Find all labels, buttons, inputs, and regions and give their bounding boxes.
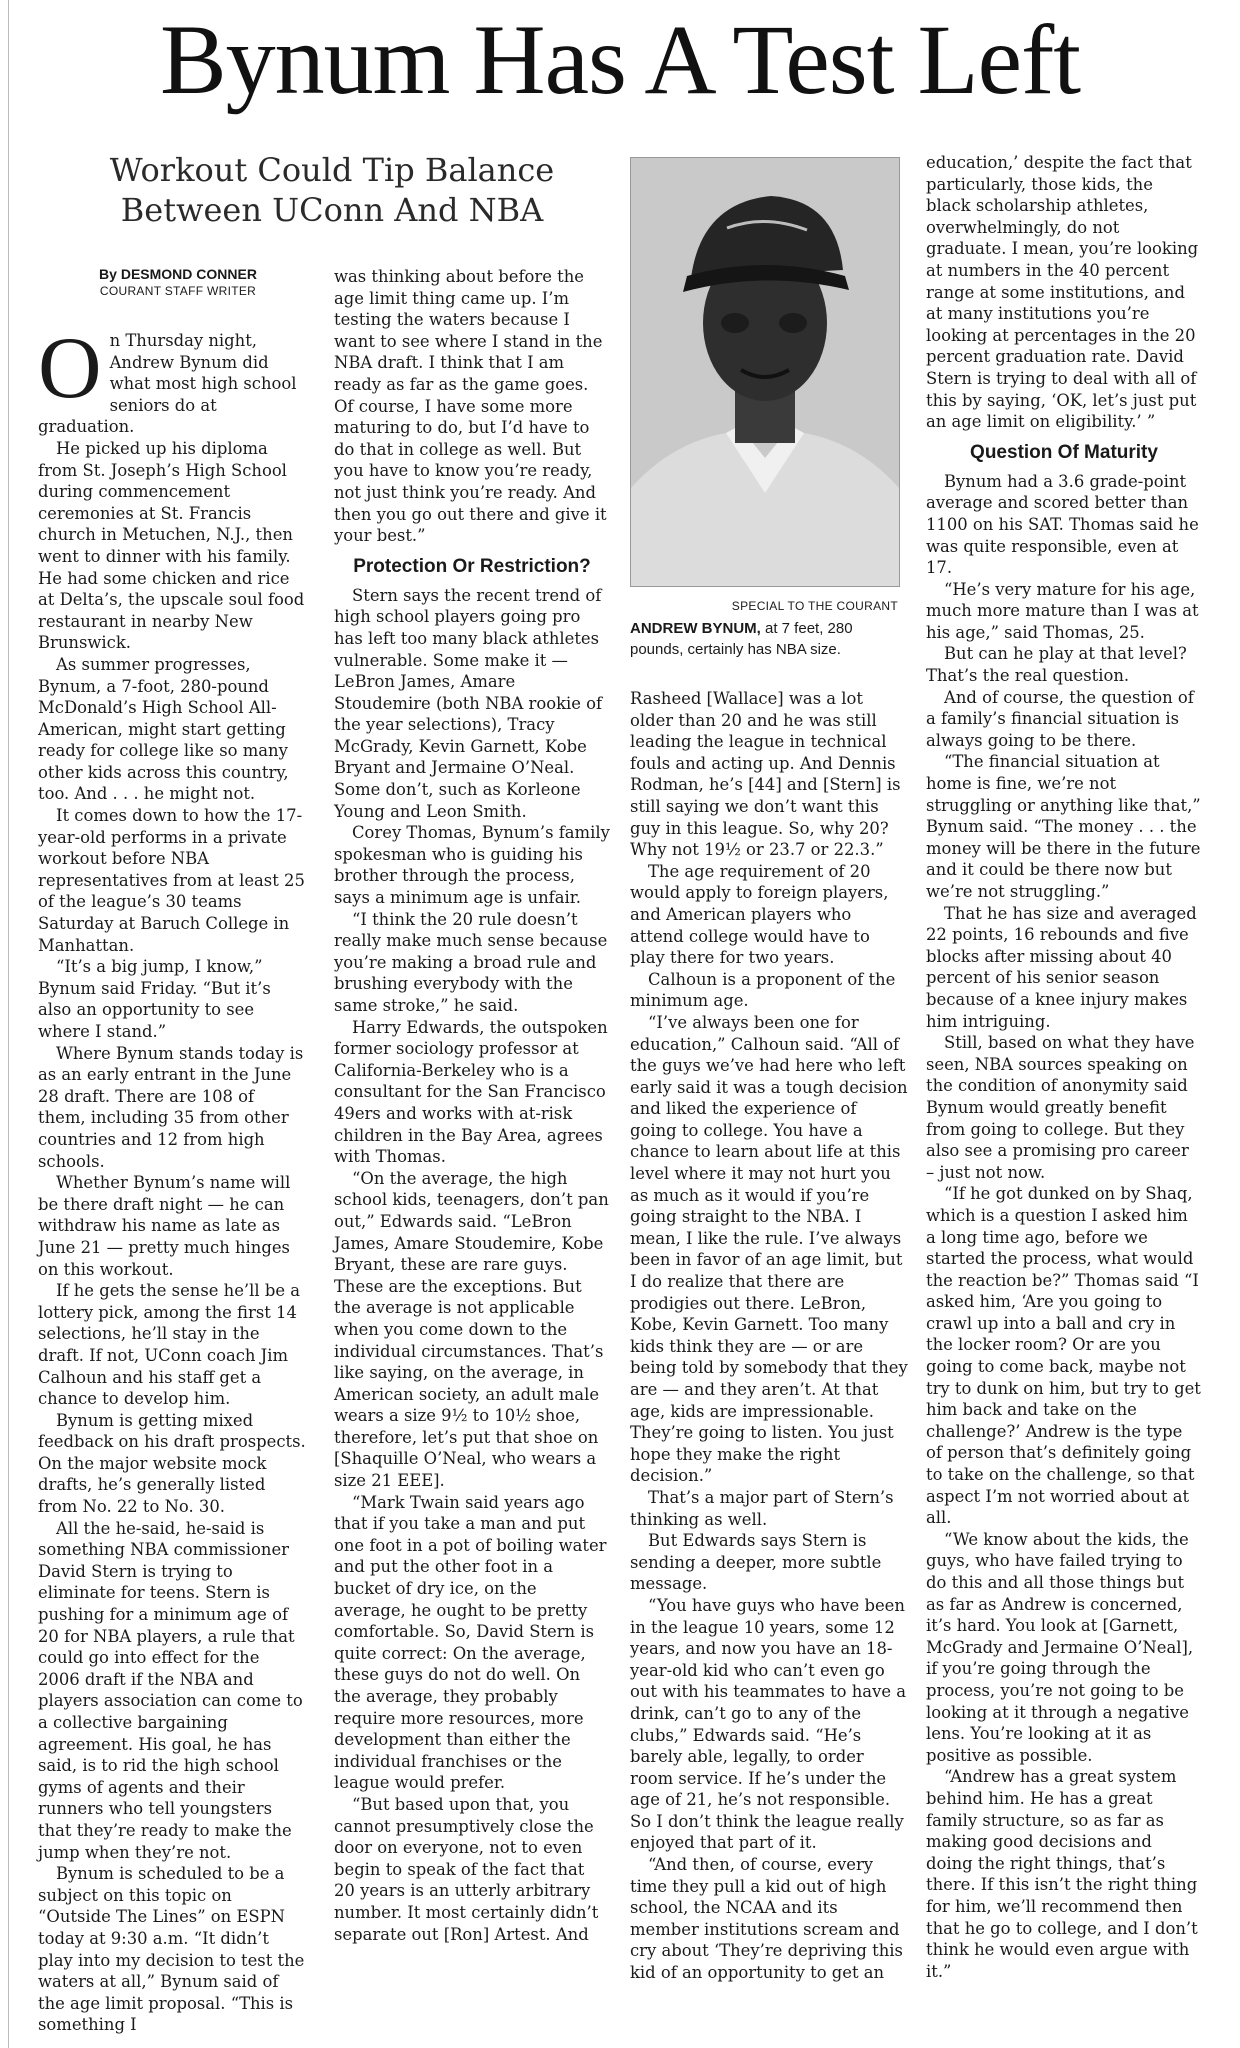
article-paragraph: Bynum is getting mixed feedback on his draft prospects. On the major website mock drafts, he’s generally listed from No. 22 to No. 30. <box>38 1410 306 1517</box>
article-paragraph: That he has size and averaged 22 points, 16 rebounds and five blocks after missing about 40 percent of his senior season because of a knee injury makes him intriguing. <box>926 903 1197 1031</box>
article-paragraph: was thinking about before the age limit thing came up. I’m testing the waters because I want to see where I stand in the NBA draft. I think that I am ready as far as the game goes. Of course, I have some more maturing to do, but I’d have to do that in college as well. But you have to know you’re ready, not just think you’re ready. And then you go out there and give it your best.” <box>334 267 607 546</box>
article-column-4 <box>926 152 1202 1982</box>
article-paragraph: Calhoun is a proponent of the minimum age. <box>630 969 896 1011</box>
article-paragraph: All the he-said, he-said is something NBA commissioner David Stern is trying to eliminate for teens. Stern is pushing for a minimum age of 20 for NBA players, a rule that could go into effect for the 2006 draft if the NBA and players association can come to a collective bargaining agreement. His goal, he has said, is to rid the high school gyms of agents and their runners who tell youngsters that they’re ready to make the jump when they’re not. <box>38 1518 303 1862</box>
article-paragraph: “If he got dunked on by Shaq, which is a question I asked him a long time ago, before we started the process, what would the reaction be?” Thomas said “I asked him, ‘Are you going to crawl up into a ball and cry in the locker room? Or are you going to come back, maybe not try to dunk on him, but try to get him back and take on the challenge?’ Andrew is the type of person that’s definitely going to take on the challenge, so that aspect I’m not worried about at all. <box>926 1184 1201 1528</box>
player-photo <box>630 157 900 587</box>
headline: Bynum Has A Test Left <box>159 4 1081 115</box>
byline-author: By DESMOND CONNER <box>99 266 257 282</box>
article-paragraph: “It’s a big jump, I know,” Bynum said Friday. “But it’s also an opportunity to see where I stand.” <box>38 957 271 1041</box>
article-paragraph: Bynum is scheduled to be a subject on this topic on “Outside The Lines” on ESPN today at 9:30 a.m. “It didn’t play into my decision to test the waters at all,” Bynum said of the age limit proposal. “This is something I <box>38 1864 305 2035</box>
article-paragraph: But Edwards says Stern is sending a deeper, more subtle message. <box>630 1531 882 1594</box>
article-paragraph: It comes down to how the 17-year-old performs in a private workout before NBA representatives from at least 25 of the league’s 30 teams Saturday at Baruch College in Manhattan. <box>38 806 305 955</box>
photo-credit: SPECIAL TO THE COURANT <box>731 599 898 613</box>
article-paragraph: “You have guys who have been in the league 10 years, some 12 years, and now you have an 18-year-old kid who can’t even go out with his teammates to have a drink, can’t go to any of the clubs,” Edwards said. “He’s barely able, legally, to order room service. If he’s under the age of 21, he’s not responsible. So I don’t think the league really enjoyed that part of it. <box>630 1595 907 1853</box>
article-paragraph: “On the average, the high school kids, teenagers, don’t pan out,” Edwards said. “LeBron James, Amare Stoudemire, Kobe Bryant, these are rare guys. These are the exceptions. But the average is not applicable when you come down to the individual circumstances. That’s like saying, on the average, in American society, an adult male wears a size 9½ to 10½ shoe, therefore, let’s put that shoe on [Shaquille O’Neal, who wears a size 21 EEE]. <box>334 1168 609 1491</box>
article-paragraph: Still, based on what they have seen, NBA sources speaking on the condition of anonymity said Bynum would greatly benefit from going to college. But they also see a promising pro career – just not now. <box>926 1033 1195 1182</box>
caption-text: at 7 feet, 280 pounds, certainly has NBA size. <box>630 620 853 658</box>
article-paragraph: “Mark Twain said years ago that if you take a man and put one foot in a pot of boiling water and put the other foot in a bucket of dry ice, on the average, he ought to be pretty comfortable. So, David Stern is quite correct: On the average, these guys do not do well. On the average, they probably require more resources, more development than either the individual franchises or the league would prefer. <box>334 1492 607 1793</box>
article-paragraph: Harry Edwards, the outspoken former sociology professor at California-Berkeley who is a consultant for the San Francisco 49ers and works with at-risk children in the Bay Area, agrees with Thomas. <box>334 1017 608 1167</box>
article-paragraph: “I think the 20 rule doesn’t really make much sense because you’re making a broad rule and brushing everybody with the same stroke,” he said. <box>334 909 608 1015</box>
caption-name: ANDREW BYNUM, <box>630 620 761 637</box>
article-paragraph: “The financial situation at home is fine, we’re not struggling or anything like that,” Bynum said. “The money . . . the money will be there in the future and it could be there now but we’re not struggling.” <box>926 752 1201 901</box>
article-column-3 <box>630 688 908 1984</box>
article-paragraph: “But based upon that, you cannot presumptively close the door on everyone, not to even begin to speak of the fact that 20 years is an utterly arbitrary number. It most certainly didn’t separate out [Ron] Artest. And <box>334 1794 599 1944</box>
article-paragraph: “I’ve always been one for education,” Calhoun said. “All of the guys we’ve had here who left early said it was a tough decision and liked the experience of going to college. You have a chance to learn about life at this level where it may not hurt you as much as it would if you’re going straight to the NBA. I mean, I like the rule. I’ve always been in favor of an age limit, but I do realize that there are prodigies out there. LeBron, Kobe, Kevin Garnett. Too many kids think they are — or are being told by somebody that they are — and they aren’t. At that age, kids are impressionable. They’re going to listen. You just hope they make the right decision.” <box>630 1012 908 1486</box>
section-subhead: Protection Or Restriction? <box>353 555 591 577</box>
article-paragraph: Bynum had a 3.6 grade-point average and scored better than 1100 on his SAT. Thomas said he was quite responsible, even at 17. <box>926 471 1199 578</box>
byline <box>78 265 278 299</box>
page-edge-rule <box>8 0 9 2048</box>
photo-caption <box>630 618 908 660</box>
article-column-1 <box>38 320 306 2036</box>
article-paragraph: As summer progresses, Bynum, a 7-foot, 280-pound McDonald’s High School All-American, might start getting ready for college like so many other kids across this country, too. And . . . he might not. <box>38 654 289 804</box>
article-paragraph: He picked up his diploma from St. Joseph’s High School during commencement ceremonies at St. Francis church in Metuchen, N.J., then went to dinner with his family. He had some chicken and rice at Delta’s, the upscale soul food restaurant in nearby New Brunswick. <box>38 438 305 653</box>
article-paragraph: The age requirement of 20 would apply to foreign players, and American players who attend college would have to play there for two years. <box>630 861 889 968</box>
article-paragraph: And of course, the question of a family’s financial situation is always going to be there. <box>926 687 1194 750</box>
byline-role: COURANT STAFF WRITER <box>99 284 257 298</box>
article-column-2 <box>334 266 610 1945</box>
article-paragraph: “Andrew has a great system behind him. He has a great family structure, so as far as making good decisions and doing the right things, that’s there. If this isn’t the right thing for him, we’ll recommend then that he go to college, and I don’t think he would even argue with it.” <box>926 1767 1198 1981</box>
article-paragraph: education,’ despite the fact that particularly, those kids, the black scholarship athletes, overwhelmingly, do not graduate. I mean, you’re looking at numbers in the 40 percent range at some institutions, and at many institutions you’re looking at percentages in the 20 percent graduation rate. David Stern is trying to deal with all of this by saying, ‘OK, let’s just put an age limit on eligibility.’ ” <box>926 153 1199 432</box>
drop-cap: O <box>38 320 102 417</box>
article-paragraph: “And then, of course, every time they pull a kid out of high school, the NCAA and its member institutions scream and cry about ‘They’re depriving this kid of an opportunity to get an <box>630 1855 903 1983</box>
article-paragraph: Whether Bynum’s name will be there draft night — he can withdraw his name as late as June 21 — pretty much hinges on this workout. <box>38 1173 291 1279</box>
article-paragraph: Rasheed [Wallace] was a lot older than 20 and he was still leading the league in technical fouls and acting up. And Dennis Rodman, he’s [44] and [Stern] is still saying we don’t want this guy in this league. So, why 20? Why not 19½ or 23.7 or 22.3.” <box>630 689 901 860</box>
article-paragraph: Where Bynum stands today is as an early entrant in the June 28 draft. There are 108 of them, including 35 from other countries and 12 from high schools. <box>38 1043 304 1171</box>
article-paragraph: “He’s very mature for his age, much more mature than I was at his age,” said Thomas, 25. <box>926 579 1199 642</box>
article-paragraph: Stern says the recent trend of high school players going pro has left too many black athletes vulnerable. Some make it — LeBron James, Amare Stoudemire (both NBA rookie of the year selections), Tracy McGrady, Kevin Garnett, Kobe Bryant and Jermaine O’Neal. Some don’t, such as Korleone Young and Leon Smith. <box>334 585 603 821</box>
article-paragraph: “We know about the kids, the guys, who have failed trying to do this and all those things but as far as Andrew is concerned, it’s hard. You look at [Garnett, McGrady and Jermaine O’Neal], if you’re going through the process, you’re not going to be looking at it through a negative lens. You’re looking at it as positive as possible. <box>926 1529 1194 1765</box>
article-paragraph: If he gets the sense he’ll be a lottery pick, among the first 14 selections, he’ll stay in the draft. If not, UConn coach Jim Calhoun and his staff get a chance to develop him. <box>38 1281 300 1409</box>
section-subhead: Question Of Maturity <box>970 441 1158 463</box>
article-paragraph: That’s a major part of Stern’s thinking as well. <box>630 1487 894 1529</box>
article-paragraph: On Thursday night, Andrew Bynum did what most high school seniors do at graduation. <box>38 320 297 437</box>
subheadline-deck: Workout Could Tip Balance Between UConn And NBA <box>109 151 555 229</box>
article-paragraph: But can he play at that level? That’s the real question. <box>926 644 1187 686</box>
article-paragraph: Corey Thomas, Bynum’s family spokesman who is guiding his brother through the process, says a minimum age is unfair. <box>334 823 610 908</box>
player-portrait-illustration <box>631 158 899 586</box>
